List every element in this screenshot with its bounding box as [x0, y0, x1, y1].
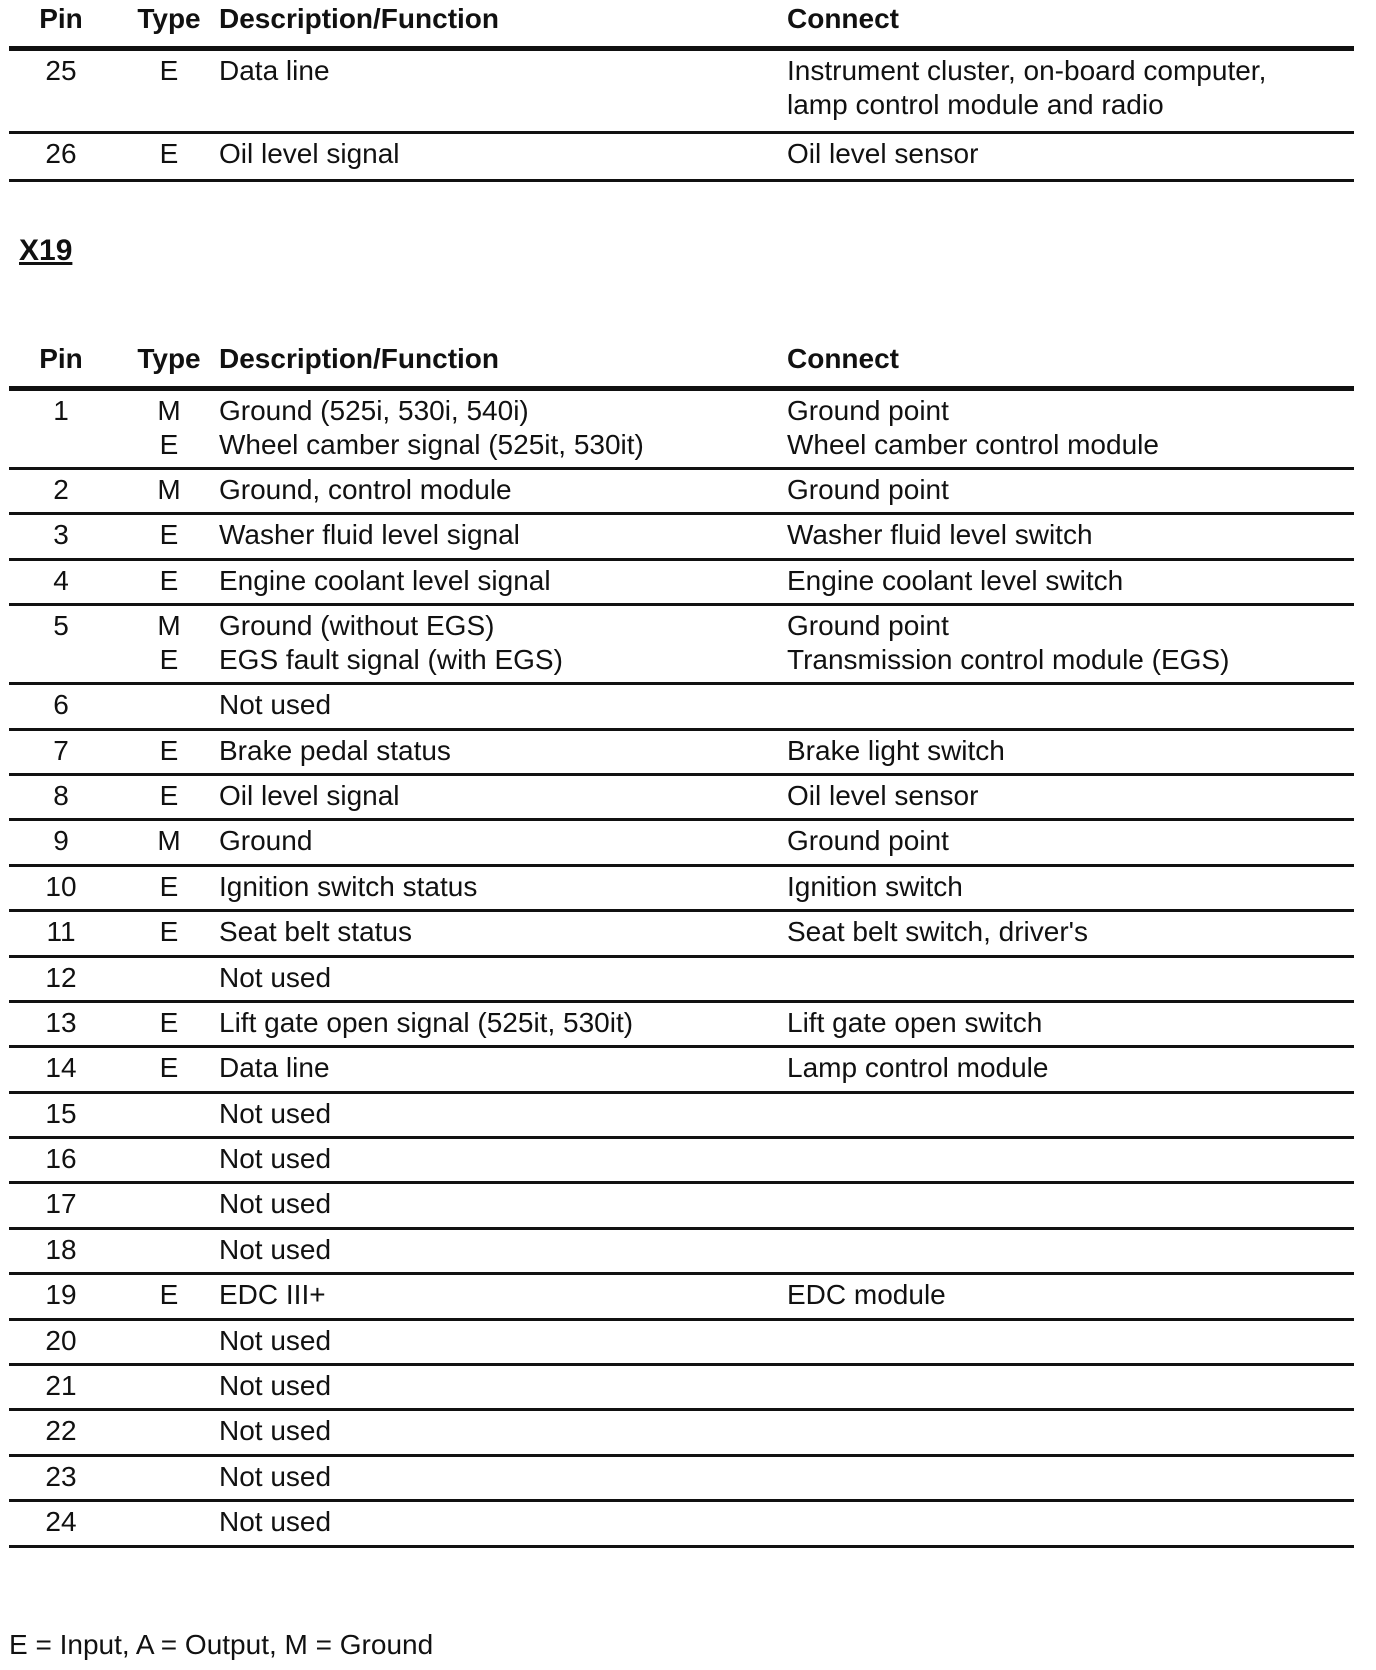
connect-cell: Seat belt switch, driver's: [787, 916, 1089, 948]
pin-table-x19: [9, 340, 1354, 1548]
pin-cell: 1: [53, 395, 69, 426]
type-cell: M: [157, 474, 181, 505]
connect-cell: Ignition switch: [787, 870, 963, 902]
description-cell: Ground: [219, 825, 313, 857]
pin-cell: 2: [53, 474, 69, 505]
pin-cell: 14: [45, 1052, 77, 1084]
table-header: [9, 340, 1354, 391]
description-cell: Ground (without EGS): [219, 610, 495, 642]
type-cell: E: [159, 870, 179, 902]
header-connect: Connect: [787, 3, 899, 34]
description-cell: Oil level signal: [219, 138, 400, 169]
table-row: [9, 1184, 1354, 1229]
table-row: [9, 731, 1354, 776]
table-row: [9, 912, 1354, 957]
pin-cell: 23: [45, 1460, 77, 1492]
table-row: [9, 51, 1354, 134]
pin-cell: 10: [45, 870, 77, 902]
pin-cell: 4: [53, 564, 69, 596]
type-cell: E: [159, 1279, 179, 1311]
table-row: [9, 1003, 1354, 1048]
pin-cell: 19: [45, 1279, 77, 1311]
connect-cell: Ground point: [787, 474, 949, 505]
header-pin: Pin: [39, 3, 83, 34]
type-legend: E = Input, A = Output, M = Ground: [9, 1629, 434, 1660]
description-cell: Data line: [219, 55, 330, 86]
table-row: [9, 1321, 1354, 1366]
description-cell: Data line: [219, 1052, 330, 1084]
description-cell: Brake pedal status: [219, 734, 451, 766]
pin-cell: 13: [45, 1006, 77, 1038]
type-cell: M: [157, 610, 181, 642]
pin-table-continued: [9, 0, 1354, 182]
connect-cell: Oil level sensor: [787, 138, 979, 169]
pin-cell: 9: [53, 825, 69, 857]
pin-cell: 8: [53, 779, 69, 811]
connect-cell: Brake light switch: [787, 734, 1005, 766]
pin-cell: 24: [45, 1506, 77, 1538]
pin-cell: 12: [45, 961, 77, 993]
type-cell: E: [159, 779, 179, 811]
table-row: [9, 1094, 1354, 1139]
type-cell: E: [159, 1006, 179, 1038]
type-cell: E: [159, 734, 179, 766]
pin-cell: 3: [53, 519, 69, 551]
pin-cell: 5: [53, 610, 69, 642]
type-cell: M: [157, 825, 181, 857]
table-row: [9, 776, 1354, 821]
description-cell: Not used: [219, 1233, 332, 1265]
connect-cell: Transmission control module (EGS): [787, 644, 1230, 676]
pin-cell: 11: [46, 916, 76, 948]
description-cell: Not used: [219, 1460, 332, 1492]
type-cell: E: [159, 138, 179, 169]
pin-cell: 20: [45, 1324, 77, 1356]
connect-cell: Ground point: [787, 395, 949, 426]
type-cell: E: [159, 1052, 179, 1084]
header-type: Type: [137, 343, 201, 374]
pin-cell: 17: [45, 1188, 77, 1220]
connect-cell: Instrument cluster, on-board computer,: [787, 55, 1267, 86]
connect-cell: Oil level sensor: [787, 779, 979, 811]
header-type: Type: [137, 3, 201, 34]
pin-cell: 6: [53, 689, 69, 721]
connect-cell: Lamp control module: [787, 1052, 1049, 1084]
table-row: [9, 606, 1354, 685]
table-row: [9, 867, 1354, 912]
type-cell: E: [159, 916, 179, 948]
pin-cell: 26: [45, 138, 77, 169]
table-row: [9, 1275, 1354, 1320]
table-row: [9, 1502, 1354, 1547]
connect-cell: Lift gate open switch: [787, 1006, 1043, 1038]
pin-cell: 18: [45, 1233, 77, 1265]
description-cell: EDC III+: [219, 1279, 326, 1311]
description-cell: Not used: [219, 1188, 332, 1220]
pin-cell: 22: [45, 1415, 77, 1447]
connect-cell: Washer fluid level switch: [787, 519, 1093, 551]
table-row: [9, 1411, 1354, 1456]
header-connect: Connect: [787, 343, 899, 374]
description-cell: Wheel camber signal (525it, 530it): [219, 429, 644, 460]
table-row: [9, 958, 1354, 1003]
table-row: [9, 1457, 1354, 1502]
description-cell: Ignition switch status: [219, 870, 478, 902]
pin-cell: 16: [45, 1143, 77, 1175]
type-cell: E: [159, 429, 179, 460]
table-row: [9, 391, 1354, 470]
table-row: [9, 561, 1354, 606]
connect-cell: EDC module: [787, 1279, 946, 1311]
table-row: [9, 1230, 1354, 1275]
connect-cell: Ground point: [787, 825, 949, 857]
description-cell: Washer fluid level signal: [219, 519, 520, 551]
table-body: [9, 391, 1354, 1548]
table-row: [9, 685, 1354, 730]
description-cell: Lift gate open signal (525it, 530it): [219, 1006, 634, 1038]
description-cell: Engine coolant level signal: [219, 564, 551, 596]
description-cell: Ground, control module: [219, 474, 512, 505]
type-cell: M: [157, 395, 181, 426]
table-row: [9, 1139, 1354, 1184]
description-cell: Seat belt status: [219, 916, 413, 948]
header-description: Description/Function: [219, 343, 499, 374]
table-row: [9, 821, 1354, 866]
pin-cell: 7: [53, 734, 69, 766]
description-cell: Not used: [219, 1324, 332, 1356]
description-cell: EGS fault signal (with EGS): [219, 644, 563, 676]
header-description: Description/Function: [219, 3, 499, 34]
description-cell: Not used: [219, 689, 332, 721]
table-row: [9, 1366, 1354, 1411]
description-cell: Not used: [219, 1415, 332, 1447]
connect-cell: Engine coolant level switch: [787, 564, 1124, 596]
description-cell: Not used: [219, 1506, 332, 1538]
connect-cell: Wheel camber control module: [787, 429, 1159, 460]
table-row: [9, 134, 1354, 182]
pin-cell: 25: [45, 55, 77, 86]
description-cell: Not used: [219, 1370, 332, 1402]
table-row: [9, 470, 1354, 515]
type-cell: E: [159, 564, 179, 596]
pin-cell: 21: [45, 1370, 77, 1402]
section-title-x19: X19: [19, 234, 73, 267]
connect-cell: Ground point: [787, 610, 949, 642]
connect-cell: lamp control module and radio: [787, 89, 1164, 120]
table-row: [9, 515, 1354, 560]
type-cell: E: [159, 55, 179, 86]
description-cell: Not used: [219, 1143, 332, 1175]
type-cell: E: [159, 644, 179, 676]
type-cell: E: [159, 519, 179, 551]
description-cell: Ground (525i, 530i, 540i): [219, 395, 529, 426]
table-row: [9, 1048, 1354, 1093]
description-cell: Not used: [219, 1097, 332, 1129]
description-cell: Oil level signal: [219, 779, 400, 811]
header-pin: Pin: [39, 343, 83, 374]
pin-cell: 15: [45, 1097, 77, 1129]
description-cell: Not used: [219, 961, 332, 993]
table-header: [9, 0, 1354, 51]
table-body: [9, 51, 1354, 182]
